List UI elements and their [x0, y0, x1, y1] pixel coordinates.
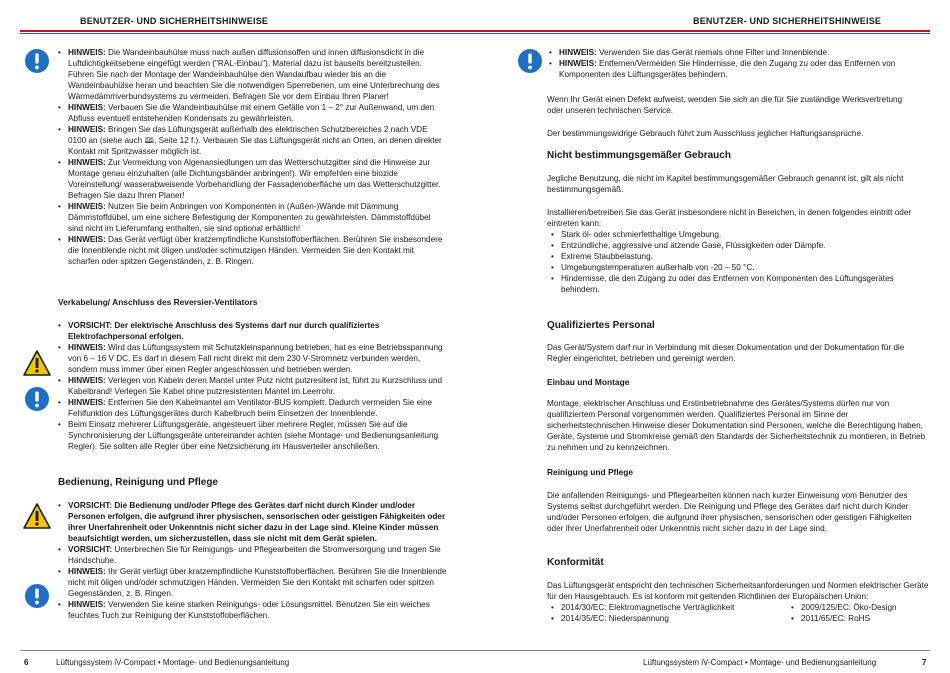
misuse-item: • Hindernisse, die den Zugang zu oder das Entfernen von Komponenten des Lüftungsgerätes behindern.: [549, 273, 921, 295]
paragraph-liability: Der bestimmungswidrige Gebrauch führt zum Ausschluss jeglicher Haftungsansprüche.: [547, 129, 864, 138]
hint-label: VORSICHT:: [68, 545, 113, 554]
paragraph-cleaning: Die anfallenden Reinigungs- und Pflegearbeiten können nach kurzer Einweisung vom Benutzer des Systems selbst durchgeführt werden. Die Reinigung und Pflege des Gerätes darf nicht durch Kinder und/oder Personen erfolgen, die aufgrund ihrer physischen, sensorischen oder geistigen Fähigkeiten oder ihrer Unerfahrenheit oder Unkenntnis nicht sicher dazu in der Lage sind.: [547, 491, 912, 533]
directive-item: • 2009/125/EC: Öko-Design: [789, 602, 929, 613]
misuse-item: • Umgebungstemperaturen außerhalb von -20 – 50 °C.: [549, 262, 921, 273]
footer-text-left: Lüftungssystem iV-Compact • Montage- und Bedienungsanleitung: [56, 658, 290, 667]
misuse-list: [549, 229, 921, 295]
hint-label: HINWEIS:: [68, 103, 106, 112]
header-rule-blue: [20, 33, 475, 34]
directive-item: • 2011/65/EC: RoHS: [789, 613, 929, 624]
hint-text: Beim Einsatz mehrerer Lüftungsgeräte, angesteuert über mehrere Regler, müssen Sie auf die Synchronisierung der Lüftungsgeräte untereinander achten (siehe Montage- und Bedienungsanleitung Regler). Sie sollten alle Regler über eine Netzsicherung im Hausverteiler anschließen.: [68, 420, 439, 451]
subheading-cleaning: Reinigung und Pflege: [547, 467, 634, 477]
footer-text-right: Lüftungssystem iV-Compact • Montage- und Bedienungsanleitung: [643, 658, 877, 667]
hint-text: Die Wandeinbauhülse muss nach außen diffusionsoffen und innen diffusionsdicht in die Luftdichtigkeitsebene eingefügt werden ("RAL-Einbau"). Material dazu ist bauseits bereitzustellen. Führen Sie nach der Montage der Wandeinbauhülse den Wandaufbau wieder bis an die Wandeinbauhülse heran und beachten Sie die notwendigen Sperrebenen, um eine Unterbrechung des Wärmedämmverbundsystems zu vermeiden. Befragen Sie vor dem Einbau Ihren Planer!: [68, 48, 440, 101]
hint-label: HINWEIS:: [559, 59, 597, 68]
warning-icon: [23, 503, 51, 529]
hint-text: Nutzen Sie beim Anbringen von Komponenten in (Außen-)Wände mit Dämmung Dämmstoffdübel, um eine sichere Befestigung der Komponenten zu gewährleisten. Dämmstoffdübel sind nicht im Lieferumfang enthalten, sie sind optional erhältlich!: [68, 202, 431, 233]
hint-text: Verwenden Sie das Gerät niemals ohne Filter und Innenblende.: [596, 48, 830, 57]
hint-text: Wird das Lüftungssystem mit Schutzkleinspannung betrieben, hat es eine Betriebsspannung von 6 – 16 V DC. Es darf in diesem Fall nicht direkt mit dem 230 V-Stromnetz verbunden werden, sondern muss immer über einen Regler angeschlossen und betrieben werden.: [68, 343, 443, 374]
hint-item: [56, 566, 448, 599]
right-page: [475, 0, 950, 673]
hint-text: Verbauen Sie die Wandeinbauhülse mit einem Gefälle von 1 – 2° zur Außenwand, um den Abfluss eventuell entstehenden Kondensats zu gewährleisten.: [68, 103, 435, 123]
hint-item: [56, 342, 448, 375]
hint-label: HINWEIS:: [68, 125, 106, 134]
hint-label: HINWEIS:: [68, 158, 106, 167]
hint-label: HINWEIS:: [68, 48, 106, 57]
misuse-item: • Stark öl- oder schmierfetthaltige Umgebung.: [549, 229, 921, 240]
hint-text: Verwenden Sie keine starken Reinigungs- oder Lösungsmittel. Benutzen Sie ein weiches feuchtes Tuch zur Reinigung der Kunststoffoberflächen.: [68, 600, 430, 620]
hint-label: HINWEIS:: [68, 235, 106, 244]
info-icon: [24, 48, 50, 74]
hint-label: VORSICHT: Der elektrische Anschluss des Systems darf nur durch qualifiziertes Elektrofachpersonal erfolgen.: [68, 321, 380, 341]
footer-rule-right: [475, 650, 930, 651]
hint-text: Zur Vermeidung von Algenansiedlungen um das Wetterschutzgitter sind die Hinweise zur Montage genau einzuhalten (alle Dichtungsbänder anbringen!). Wir empfehlen eine biozide Voreinstellung/ wasserabweisende Vorbehandlung der Fassadenoberfläche um das Wetterschutzgitter. Befragen Sie dazu Ihren Planer!: [68, 158, 441, 200]
hint-item: [56, 157, 446, 201]
hint-label: HINWEIS:: [68, 376, 106, 385]
paragraph-misuse-2: Installieren/betreiben Sie das Gerät insbesondere nicht in Bereichen, in denen folgendes eintritt oder eintreten kann:: [547, 208, 912, 228]
directive-item: • 2014/30/EC: Elektromagnetische Verträglichkeit: [549, 602, 789, 613]
hint-label: HINWEIS:: [68, 398, 106, 407]
hint-text: Ihr Gerät verfügt über kratzempfindliche Kunststoffoberflächen. Berühren Sie die Innenblende nicht mit öligen und/oder schmutzigen Händen. Vermeiden Sie den Kontakt mit scharfen oder spitzen Gegenständen, z. B. Ringen.: [68, 567, 447, 598]
hint-list-operation: [56, 500, 448, 621]
hint-item: [56, 102, 446, 124]
header-rule-blue: [475, 33, 930, 34]
info-icon: [24, 386, 50, 412]
header-title-left: BENUTZER- UND SICHERHEITSHINWEISE: [80, 16, 269, 26]
page-number-right: 7: [922, 658, 927, 667]
hint-item: [56, 320, 448, 342]
section-heading-misuse: Nicht bestimmungsgemäßer Gebrauch: [547, 150, 731, 161]
hint-item: [56, 375, 448, 397]
paragraph-personnel: Das Gerät/System darf nur in Verbindung mit dieser Dokumentation und der Dokumentation für die Regler eingerichtet, betrieben und gereinigt werden.: [547, 343, 905, 363]
subheading-install: Einbau und Montage: [547, 377, 630, 387]
paragraph-misuse-1: Jegliche Benutzung, die nicht im Kapitel bestimmungsgemäßer Gebrauch genannt ist, gilt als nicht bestimmungsgemäß.: [547, 174, 904, 194]
section-heading-operation: Bedienung, Reinigung und Pflege: [58, 477, 218, 488]
hint-label: HINWEIS:: [68, 567, 106, 576]
hint-label: HINWEIS:: [68, 202, 106, 211]
hint-item: [56, 397, 448, 419]
hint-text: Entfernen/Vermeiden Sie Hindernisse, die den Zugang zu oder das Entfernen von Komponenten des Lüftungsgerätes behindern.: [559, 59, 896, 79]
hint-item: [56, 124, 446, 157]
hint-text: Bringen Sie das Lüftungsgerät außerhalb des elektrischen Schutzbereiches 2 nach VDE 0100 an (siehe auch 🕮, Seite 12 f.). Verbauen Sie das Lüftungsgerät nicht an Orten, an denen direkter Kontakt mit Spritzwasser möglich ist.: [68, 125, 442, 156]
section-heading-conformity: Konformität: [547, 557, 604, 568]
header-title-right: BENUTZER- UND SICHERHEITSHINWEISE: [693, 16, 882, 26]
conformity-directives: [549, 602, 929, 624]
hint-label: HINWEIS:: [68, 600, 106, 609]
hint-label: HINWEIS:: [559, 48, 597, 57]
hint-item: [56, 47, 446, 102]
header-rule-red: [475, 30, 930, 32]
paragraph-conformity: Das Lüftungsgerät entspricht den technischen Sicherheitsanforderungen und Normen elektrischer Geräte für den Hausgebrauch. Es ist konform mit geltenden Richtlinien der Europäischen Union:: [547, 581, 929, 601]
section-heading-wiring: Verkabelung/ Anschluss des Reversier-Ventilators: [58, 297, 258, 307]
hint-item: [56, 500, 448, 544]
misuse-item: • Extreme Staubbelastung.: [549, 251, 921, 262]
hint-item: [547, 58, 919, 80]
hint-label: HINWEIS:: [68, 343, 106, 352]
hint-item: [56, 599, 448, 621]
hint-item: [56, 201, 446, 234]
warning-icon: [23, 350, 51, 376]
hint-item: [547, 47, 919, 58]
hint-text: Unterbrechen Sie für Reinigungs- und Pflegearbeiten die Stromversorgung und tragen Sie Handschuhe.: [68, 545, 441, 565]
directive-list-col2: [789, 602, 929, 624]
hint-item: [56, 544, 448, 566]
hint-list-wiring: [56, 320, 448, 452]
hint-item: [56, 234, 446, 267]
hint-text: Entfernen Sie den Kabelmantel am Ventilator-BUS komplett. Dadurch vermeiden Sie eine Fehlfunktion des Lüftungsgerätes durch Kabelbruch beim Einsetzen der Innenblende.: [68, 398, 433, 418]
misuse-item: • Entzündliche, aggressive und ätzende Gase, Flüssigkeiten oder Dämpfe.: [549, 240, 921, 251]
info-icon: [24, 583, 50, 609]
directive-list-col1: [549, 602, 789, 624]
info-icon: [517, 48, 543, 74]
footer-rule-left: [20, 650, 475, 651]
paragraph-install: Montage, elektrischer Anschluss und Erstinbetriebnahme des Gerätes/Systems dürfen nur von qualifiziertem Personal vorgenommen werden. Qualifiziertes Personal im Sinne der sicherheitstechnischen Hinweise dieser Dokumentation sind Personen, welche die Berechtigung haben, Geräte, Systeme und Stromkreise gemäß den Standards der Sicherheitstechnik zu montieren, in Betrieb zu nehmen und zu kennzeichnen.: [547, 399, 926, 452]
header-rule-red: [20, 30, 475, 32]
hint-item: [56, 419, 448, 452]
section-heading-personnel: Qualifiziertes Personal: [547, 320, 655, 331]
paragraph-defect: Wenn Ihr Gerät einen Defekt aufweist, wenden Sie sich an die für Sie zuständige Werksvertretung oder unseren technischen Service.: [547, 95, 903, 115]
hint-label: VORSICHT: Die Bedienung und/oder Pflege des Gerätes darf nicht durch Kinder und/oder Personen erfolgen, die aufgrund ihrer physischen, sensorischen oder geistigen Fähigkeiten oder ihrer Unerfahrenheit oder Unkenntnis nicht sicher dazu in der Lage sind. Kleine Kinder müssen beaufsichtigt werden, um sicherzustellen, dass sie nicht mit dem Gerät spielen.: [68, 501, 446, 543]
page-number-left: 6: [24, 658, 29, 667]
hint-text: Verlegen von Kabeln deren Mantel unter Putz nicht putzresitent ist, führt zu Kurzschluss und Kabelbrand! Verlegen Sie Kabel ohne putzresistenten Mantel im Leerrohr.: [68, 376, 443, 396]
directive-item: • 2014/35/EC: Niederspannung: [549, 613, 789, 624]
hint-list-mounting: [56, 47, 446, 267]
hint-list-usage: [547, 47, 919, 80]
hint-text: Das Gerät verfügt über kratzempfindliche Kunststoffoberflächen. Berühren Sie insbesondere die Innenblende nicht mit öligen und/oder schmutzigen Händen. Vermeiden Sie den Kontakt mit scharfen oder spitzen Gegenständen, z. B. Ringen.: [68, 235, 443, 266]
